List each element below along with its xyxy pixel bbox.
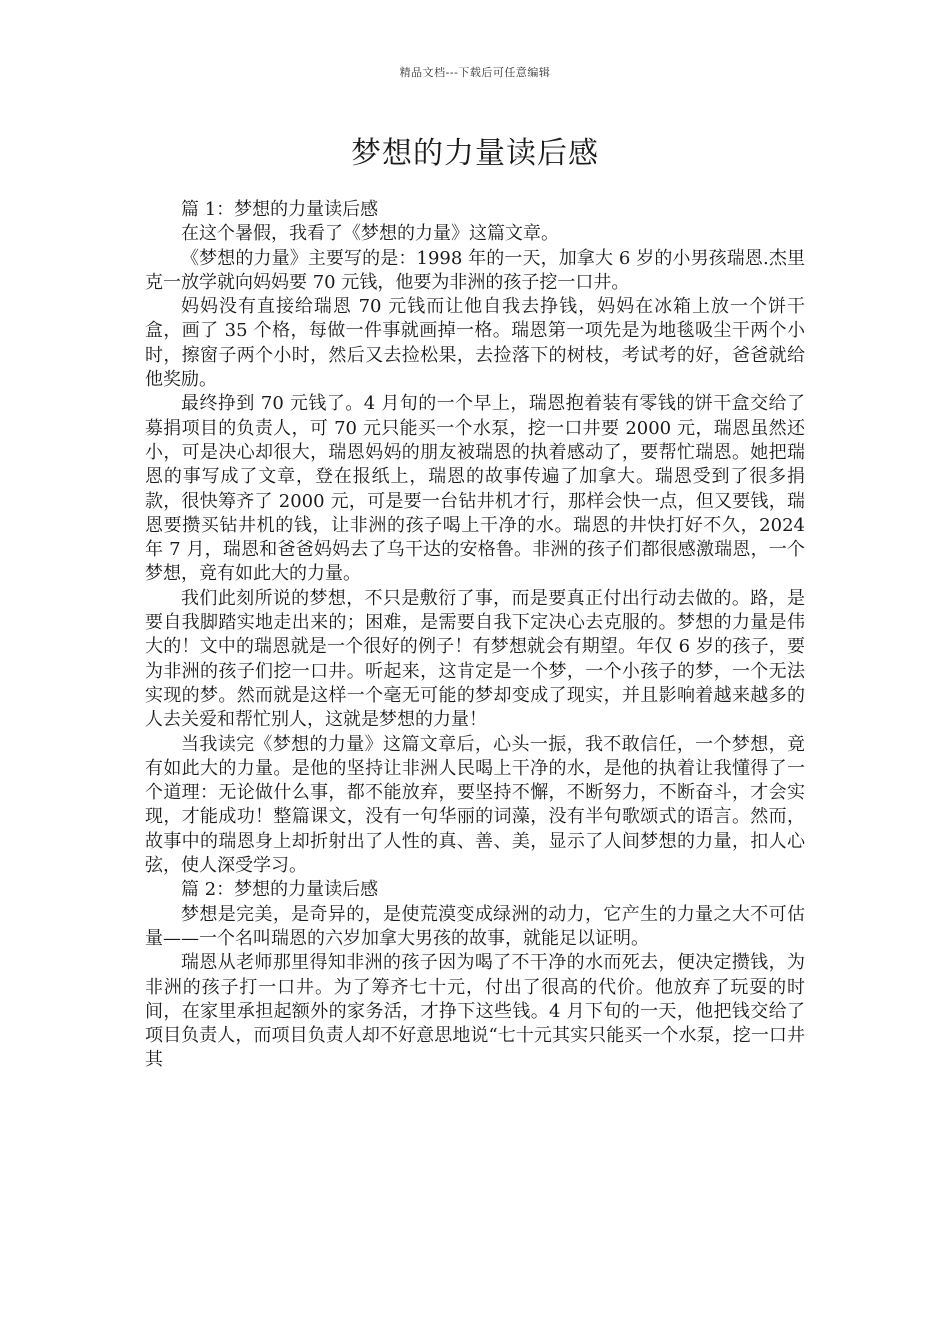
document-title: 梦想的力量读后感 bbox=[351, 136, 599, 171]
paragraph: 妈妈没有直接给瑞恩 70 元钱而让他自我去挣钱，妈妈在冰箱上放一个饼干盒，画了 35 个格，每做一件事就画掉一格。瑞恩第一项先是为地毯吸尘干两个小时，擦窗子两个小时，然后又去捡松果，去捡落下的树枝，考试考的好，爸爸就给他奖励。 bbox=[145, 296, 805, 391]
paragraph: 《梦想的力量》主要写的是：1998 年的一天，加拿大 6 岁的小男孩瑞恩.杰里克一放学就向妈妈要 70 元钱，他要为非洲的孩子挖一口井。 bbox=[145, 247, 805, 293]
header-note: 精品文档---下载后可任意编辑 bbox=[399, 66, 551, 79]
paragraph: 在这个暑假，我看了《梦想的力量》这篇文章。 bbox=[181, 223, 559, 245]
paragraph: 我们此刻所说的梦想，不只是敷衍了事，而是要真正付出行动去做的。路，是要自我脚踏实地走出来的；困难，是需要自我下定决心去克服的。梦想的力量是伟大的！文中的瑞恩就是一个很好的例子！有梦想就会有期望。年仅 6 岁的孩子，要为非洲的孩子们挖一口井。听起来，这肯定是一个梦，一个小孩子的梦，一个无法实现的梦。然而就是这样一个毫无可能的梦却变成了现实，并且影响着越来越多的人去关爱和帮忙别人，这就是梦想的力量！ bbox=[145, 587, 805, 731]
section-heading-2: 篇 2：梦想的力量读后感 bbox=[181, 879, 379, 901]
paragraph: 最终挣到 70 元钱了。4 月旬的一个早上，瑞恩抱着装有零钱的饼干盒交给了募捐项目的负责人，可 70 元只能买一个水泵，挖一口井要 2000 元，瑞恩虽然还小，可是决心却很大，瑞恩妈妈的朋友被瑞恩的执着感动了，要帮忙瑞恩。她把瑞恩的事写成了文章，登在报纸上，瑞恩的故事传遍了加拿大。瑞恩受到了很多捐款，很快筹齐了 2000 元，可是要一台钻井机才行，那样会快一点，但又要钱，瑞恩要攒买钻井机的钱，让非洲的孩子喝上干净的水。瑞恩的井快打好不久，2024 年 7 月，瑞恩和爸爸妈妈去了乌干达的安格鲁。非洲的孩子们都很感激瑞恩，一个梦想，竟有如此大的力量。 bbox=[145, 393, 805, 585]
paragraph: 瑞恩从老师那里得知非洲的孩子因为喝了不干净的水而死去，便决定攒钱，为非洲的孩子打一口井。为了筹齐七十元，付出了很高的代价。他放弃了玩耍的时间，在家里承担起额外的家务活，才挣下这些钱。4 月下旬的一天，他把钱交给了项目负责人，而项目负责人却不好意思地说“七十元其实只能买一个水泵，挖一口井其 bbox=[145, 952, 805, 1071]
section-heading-1: 篇 1：梦想的力量读后感 bbox=[181, 199, 379, 220]
paragraph: 梦想是完美，是奇异的，是使荒漠变成绿洲的动力，它产生的力量之大不可估量——一个名叫瑞恩的六岁加拿大男孩的故事，就能足以证明。 bbox=[145, 903, 805, 949]
paragraph: 当我读完《梦想的力量》这篇文章后，心头一振，我不敢信任，一个梦想，竟有如此大的力量。是他的坚持让非洲人民喝上干净的水，是他的执着让我懂得了一个道理：无论做什么事，都不能放弃，要坚持不懈，不断努力，不断奋斗，才会实现，才能成功！整篇课文，没有一句华丽的词藻，没有半句歌颂式的语言。然而，故事中的瑞恩身上却折射出了人性的真、善、美，显示了人间梦想的力量，扣人心弦，使人深受学习。 bbox=[145, 733, 805, 877]
document-body bbox=[145, 198, 805, 1073]
